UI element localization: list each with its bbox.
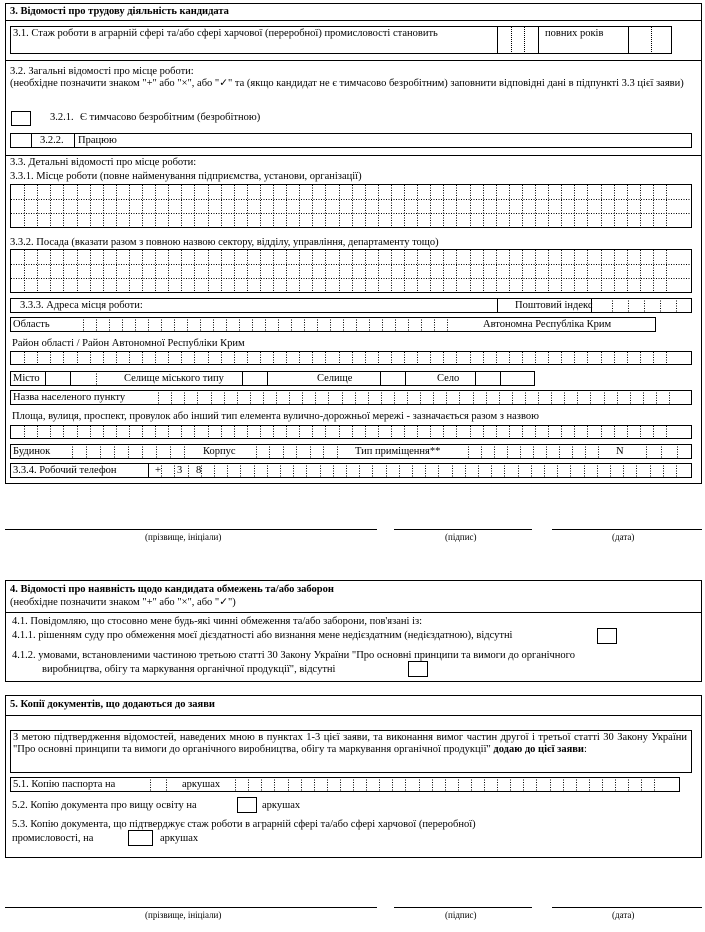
experience-doc-label-line1: 5.3. Копію документа, що підтверджує стаж роботи в аграрній сфері та/або сфері харчової (переробної)	[12, 819, 476, 830]
sign-caption: (підпис)	[445, 532, 477, 542]
court-restriction-checkbox[interactable]	[597, 628, 617, 644]
divider	[5, 155, 702, 156]
premises-number-cells[interactable]	[630, 444, 692, 459]
section-3-title: 3. Відомості про трудову діяльність кандидата	[10, 6, 229, 17]
experience-sheets-box[interactable]	[128, 830, 153, 846]
years-extra-cells[interactable]	[628, 26, 673, 54]
locality-type-spacer	[71, 371, 121, 386]
general-workplace-title: 3.2. Загальні відомості про місце роботи:	[10, 66, 194, 77]
divider	[5, 612, 702, 613]
urban-settlement-label: Селище міського типу	[124, 373, 224, 384]
premises-type-label: Тип приміщення**	[355, 446, 441, 457]
position-label: 3.3.2. Посада (вказати разом з повною назвою сектору, відділу, управління, департаменту тощо)	[10, 237, 439, 248]
building-cells[interactable]	[58, 444, 198, 459]
employed-checkbox[interactable]	[10, 133, 32, 148]
city-label: Місто	[13, 373, 40, 384]
divider	[5, 20, 702, 21]
diploma-sheets-box[interactable]	[237, 797, 257, 813]
postal-code-label: Поштовий індекс	[515, 300, 593, 311]
passport-remaining-cells	[222, 777, 680, 792]
sign-signature-line-2[interactable]	[394, 907, 532, 908]
crimea-label: Автономна Республіка Крим	[483, 319, 612, 330]
street-label: Площа, вулиця, проспект, провулок або інший тип елемента вулично-дорожньої мережі - зазначається разом з назвою	[12, 411, 539, 422]
premises-type-cells[interactable]	[455, 444, 611, 459]
urban-settlement-checkbox[interactable]	[242, 371, 268, 386]
years-cells[interactable]	[497, 26, 539, 54]
workplace-name-label: 3.3.1. Місце роботи (повне найменування підприємства, установи, організації)	[10, 171, 362, 182]
work-experience-label: 3.1. Стаж роботи в аграрній сфері та/або сфері харчової (переробної) промисловості становить	[13, 28, 438, 39]
locality-name-cells[interactable]	[145, 390, 692, 405]
section-4-note: (необхідне позначити знаком "+" або "×", або "✓")	[10, 597, 236, 608]
korpus-label: Корпус	[203, 446, 236, 457]
settlement-checkbox[interactable]	[380, 371, 406, 386]
work-phone-cells[interactable]	[148, 463, 692, 478]
employed-label: Працюю	[78, 135, 117, 146]
name-signature-line-2[interactable]	[5, 907, 377, 908]
date-caption: (дата)	[612, 532, 635, 542]
divider	[5, 715, 702, 716]
work-phone-label: 3.3.4. Робочий телефон	[13, 465, 117, 476]
premises-number-label: N	[616, 446, 624, 457]
city-checkbox[interactable]	[45, 371, 71, 386]
court-restriction-label: 4.1.1. рішенням суду про обмеження моєї дієздатності або визнання мене недієздатним (недієздатною), відсутні	[12, 630, 513, 641]
documents-intro-text: З метою підтвердження відомостей, наведених мною в пунктах 1-3 цієї заяви, та виконання вимог частин другої і третьої статті 30 Закону України "Про основні принципи та вимоги до органічного виробництва, обігу та маркування органічної продукції"	[13, 732, 687, 755]
employed-number: 3.2.2.	[40, 135, 64, 146]
settlement-label: Селище	[317, 373, 353, 384]
phone-plus: +	[155, 465, 161, 476]
crimea-checkbox[interactable]	[655, 317, 692, 332]
unemployed-number: 3.2.1.	[50, 112, 74, 123]
passport-copy-label: 5.1. Копію паспорта на	[13, 779, 116, 790]
district-cells[interactable]	[10, 351, 692, 365]
phone-digit-8: 8	[196, 465, 202, 476]
postal-code-cells[interactable]	[596, 298, 692, 313]
divider	[74, 133, 75, 148]
law-restriction-label-line1: 4.1.2. умовами, встановленими частиною третьою статті 30 Закону України "Про основні принципи та вимоги до органічного	[12, 650, 575, 661]
address-label: 3.3.3. Адреса місця роботи:	[20, 300, 143, 311]
locality-name-label: Назва населеного пункту	[13, 392, 126, 403]
date-signature-line-2[interactable]	[552, 907, 702, 908]
date-caption-2: (дата)	[612, 910, 635, 920]
general-workplace-note: (необхідне позначити знаком "+" або "×", або "✓" та (якщо кандидат не є тимчасово безробітним) заповнити відповідні дані в підпункті 3.3 цієї заяви)	[10, 78, 684, 89]
building-label: Будинок	[13, 446, 51, 457]
sign-signature-line[interactable]	[394, 529, 532, 530]
village-checkbox[interactable]	[475, 371, 501, 386]
phone-digit-3: 3	[177, 465, 183, 476]
divider	[591, 298, 592, 313]
section-5-title: 5. Копії документів, що додаються до заяви	[10, 699, 215, 710]
diploma-sheets-label: аркушах	[262, 800, 301, 811]
date-signature-line[interactable]	[552, 529, 702, 530]
passport-sheets-cells[interactable]	[135, 777, 181, 792]
workplace-name-grid[interactable]	[10, 184, 692, 228]
diploma-copy-label: 5.2. Копію документа про вищу освіту на	[12, 800, 197, 811]
korpus-cells[interactable]	[242, 444, 350, 459]
unemployed-label: Є тимчасово безробітним (безробітною)	[80, 112, 261, 123]
law-restriction-label-line2: виробництва, обігу та маркування органічної продукції", відсутні	[42, 664, 336, 675]
documents-intro: З метою підтвердження відомостей, наведених мною в пунктах 1-3 цієї заяви, та виконання вимог частин другої і третьої статті 30 Закону України "Про основні принципи та вимоги до органічного виробництва, обігу та маркування органічної продукції" додаю до цієї заяви:	[13, 732, 687, 755]
detailed-workplace-title: 3.3. Детальні відомості про місце роботи:	[10, 157, 197, 168]
law-restriction-checkbox[interactable]	[408, 661, 428, 677]
name-caption: (прізвище, ініціали)	[145, 532, 222, 542]
divider	[497, 298, 498, 313]
street-cells[interactable]	[10, 425, 692, 439]
divider	[5, 60, 702, 61]
unemployed-checkbox[interactable]	[11, 111, 31, 126]
oblast-cells[interactable]	[70, 317, 460, 332]
section-4-title: 4. Відомості про наявність щодо кандидата обмежень та/або заборон	[10, 584, 334, 595]
experience-sheets-label: аркушах	[160, 833, 199, 844]
name-caption-2: (прізвище, ініціали)	[145, 910, 222, 920]
sign-caption-2: (підпис)	[445, 910, 477, 920]
oblast-label: Область	[13, 319, 50, 330]
experience-doc-label-line2: промисловості, на	[12, 833, 94, 844]
restrictions-statement: 4.1. Повідомляю, що стосовно мене будь-які чинні обмеження та/або заборони, пов'язані із:	[12, 616, 423, 627]
years-label: повних років	[545, 28, 604, 39]
position-grid[interactable]	[10, 249, 692, 293]
documents-intro-bold: додаю до цієї заяви	[493, 744, 584, 755]
district-label: Район області / Район Автономної Республіки Крим	[12, 338, 245, 349]
village-label: Село	[437, 373, 460, 384]
name-signature-line[interactable]	[5, 529, 377, 530]
passport-sheets-label: аркушах	[182, 779, 221, 790]
